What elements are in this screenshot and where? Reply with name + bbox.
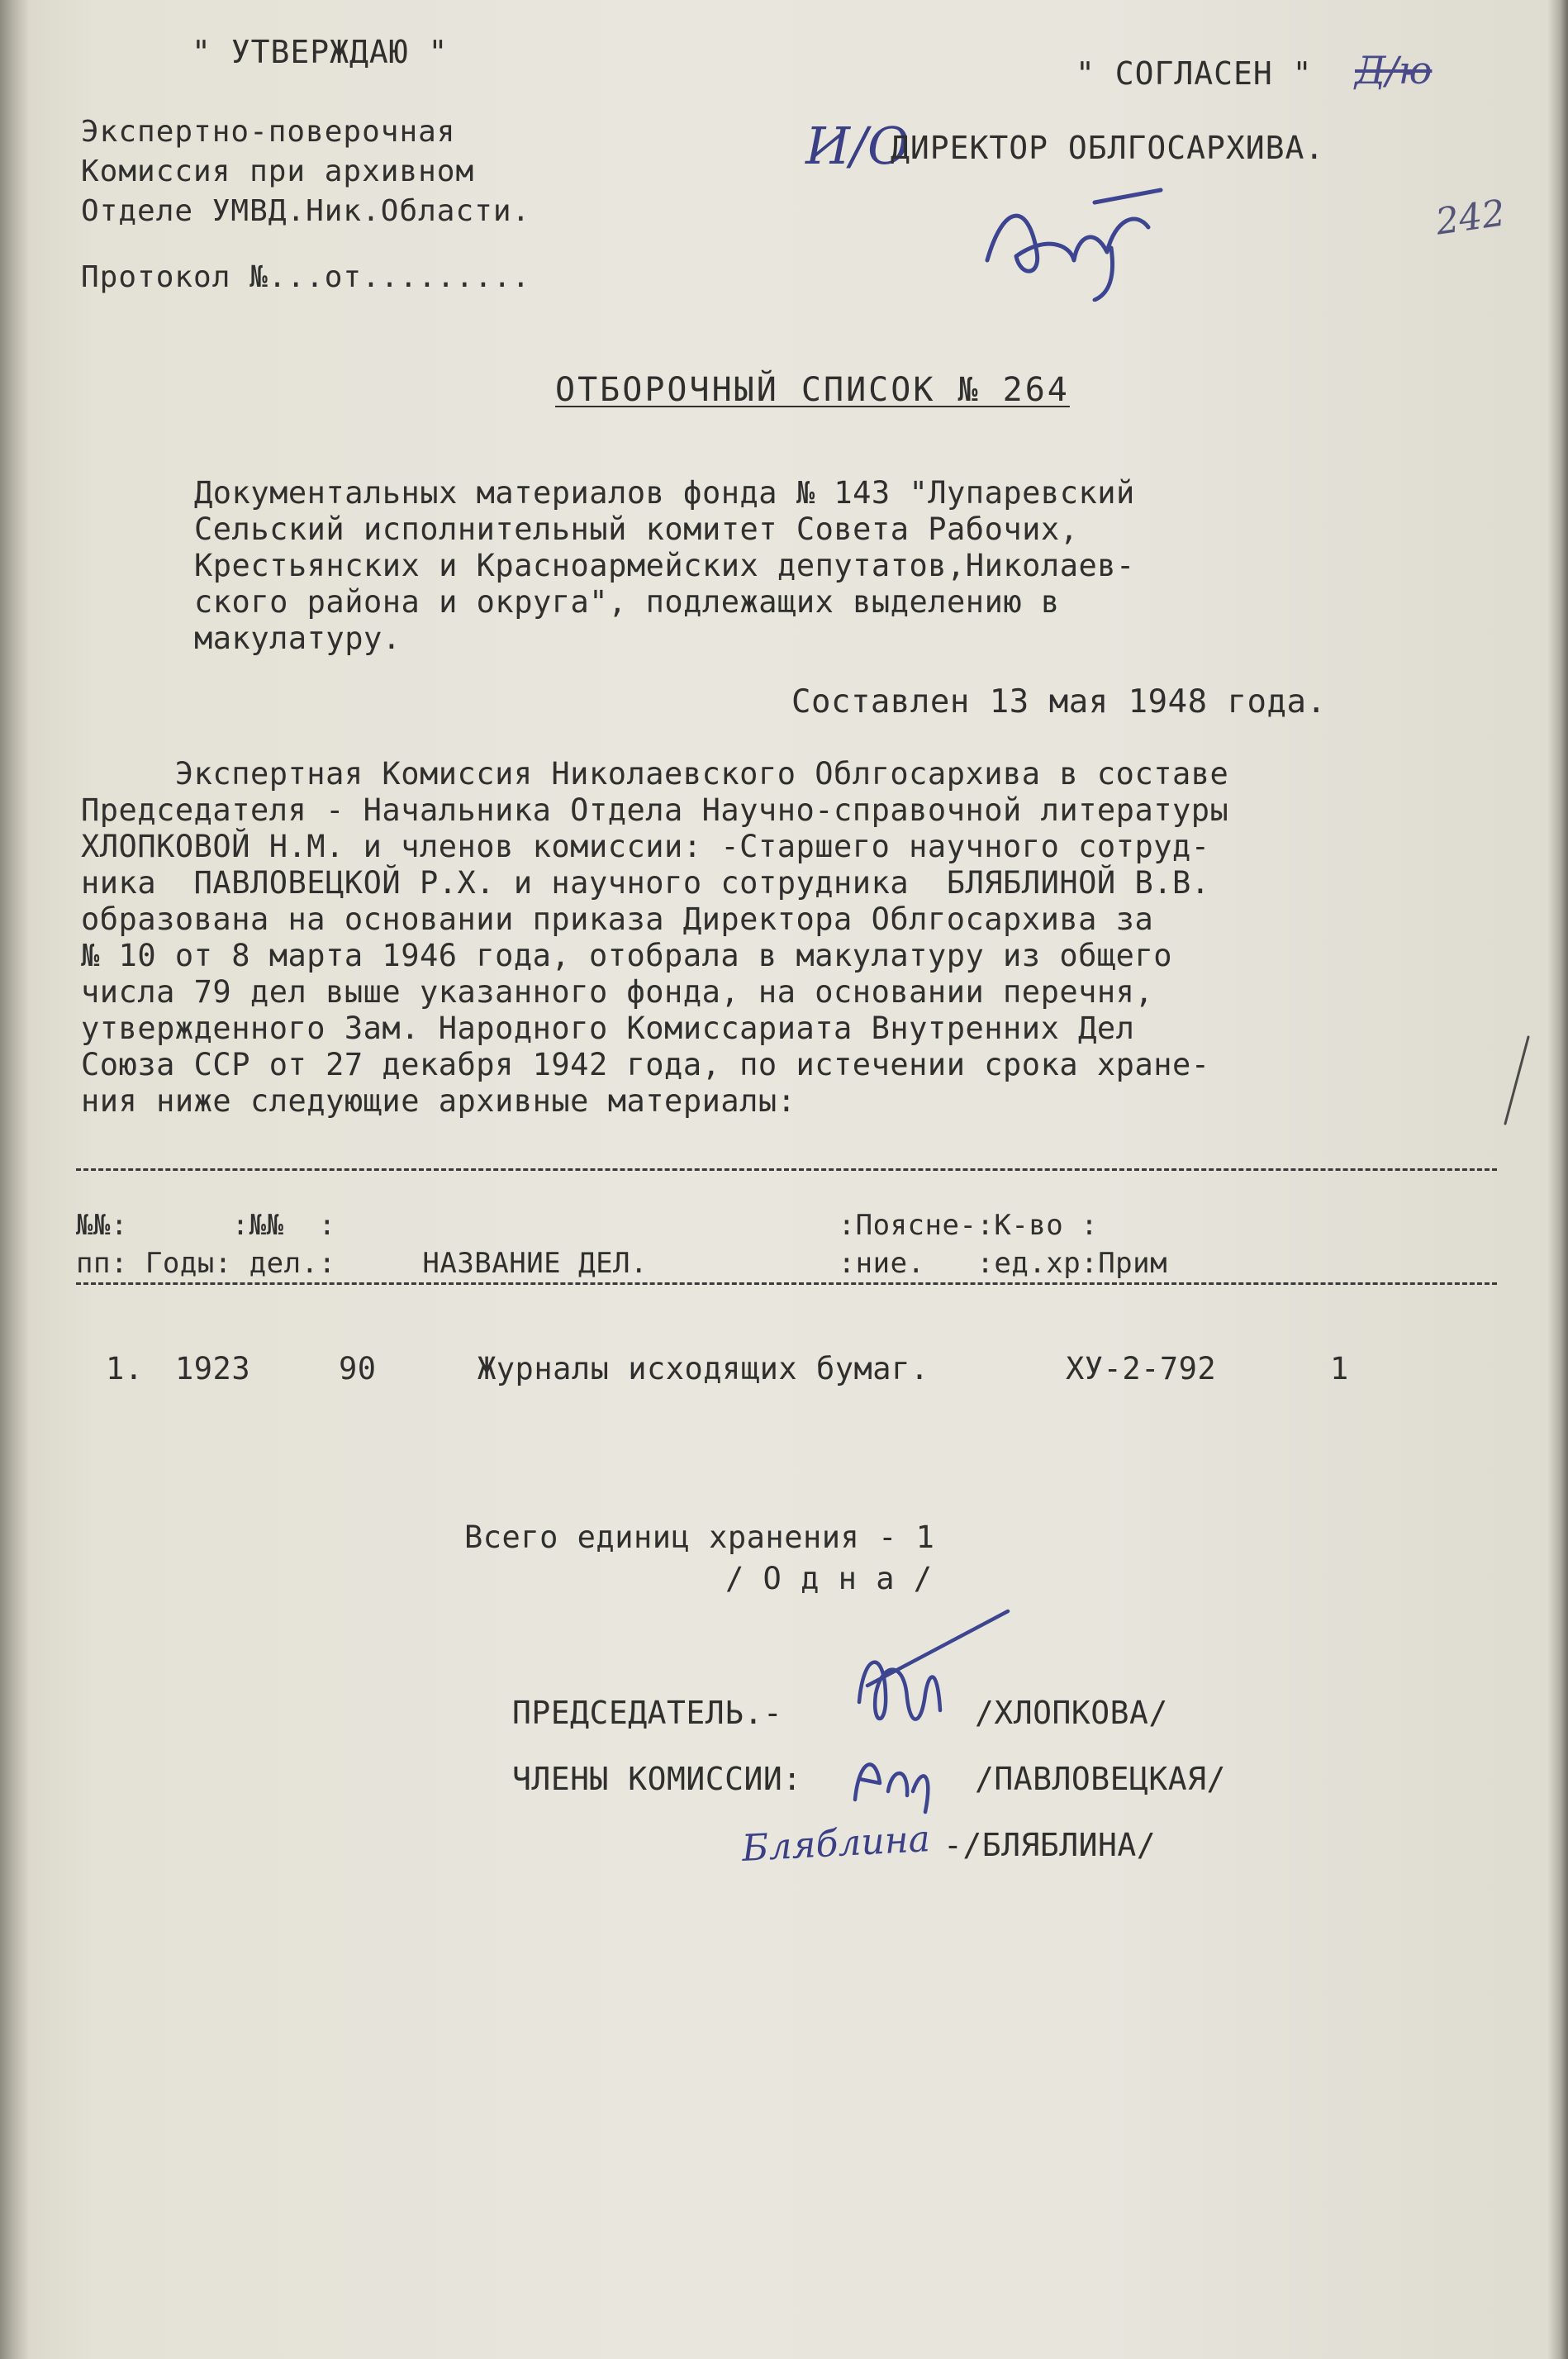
table-header-row-2: пп: Годы: дел.: НАЗВАНИЕ ДЕЛ. :ние. :ед.хр:Прим [76, 1247, 1168, 1280]
body-line-3: ХЛОПКОВОЙ Н.М. и членов комиссии: -Старшего научного сотруд- [81, 829, 1210, 864]
table-header-row-1: №№: :№№ : :Поясне-:К-во : [76, 1209, 1099, 1242]
member-1-name: /ПАВЛОВЕЦКАЯ/ [975, 1761, 1226, 1797]
body-line-7: числа 79 дел выше указанного фонда, на основании перечня, [81, 974, 1154, 1010]
protocol-line: Протокол №...от......... [81, 260, 531, 294]
intro-line-5: макулатуру. [194, 621, 402, 656]
total-units-words: / О д н а / [725, 1561, 933, 1596]
row-number: 1. [106, 1351, 144, 1386]
table-header-rule [76, 1282, 1497, 1285]
body-line-8: утвержденного Зам. Народного Комиссариата Внутренних Дел [81, 1011, 1135, 1046]
agreed-heading: " СОГЛАСЕН " [1076, 55, 1313, 92]
body-line-10: ния ниже следующие архивные материалы: [81, 1083, 796, 1119]
row-case-name: Журналы исходящих бумаг. [478, 1351, 929, 1386]
commission-line-3: Отделе УМВД.Ник.Области. [81, 194, 531, 228]
body-line-1: Экспертная Комиссия Николаевского Облгосархива в составе [81, 756, 1229, 792]
approved-heading: " УТВЕРЖДАЮ " [192, 34, 449, 70]
agreed-strike-handwriting: Д/ю [1355, 48, 1433, 93]
row-explanation: ХУ-2-792 [1066, 1351, 1217, 1386]
body-line-5: образована на основании приказа Директора Облгосархива за [81, 901, 1154, 937]
document-title: ОТБОРОЧНЫЙ СПИСОК № 264 [555, 371, 1070, 409]
total-units: Всего единиц хранения - 1 [464, 1520, 935, 1555]
row-year: 1923 [175, 1351, 251, 1386]
director-title: ДИРЕКТОР ОБЛГОСАРХИВА. [891, 130, 1325, 166]
member-1-signature [843, 1734, 950, 1824]
margin-pencil-mark [1495, 1033, 1537, 1132]
commission-line-2: Комиссия при архивном [81, 155, 475, 188]
director-handwritten-prefix: И/О [805, 116, 910, 176]
body-line-4: ника ПАВЛОВЕЦКОЙ Р.Х. и научного сотрудника БЛЯБЛИНОЙ В.В. [81, 865, 1210, 901]
intro-line-4: ского района и округа", подлежащих выделению в [194, 584, 1060, 620]
intro-line-3: Крестьянских и Красноармейских депутатов,Николаев- [194, 548, 1135, 583]
row-unit-count: 1 [1330, 1351, 1349, 1386]
row-case-number: 90 [339, 1351, 377, 1386]
intro-line-1: Документальных материалов фонда № 143 "Лупаревский [194, 475, 1135, 511]
member-2-name: -/БЛЯБЛИНА/ [943, 1827, 1157, 1863]
chairman-name: /ХЛОПКОВА/ [975, 1695, 1168, 1731]
chairman-label: ПРЕДСЕДАТЕЛЬ.- [512, 1695, 783, 1731]
director-signature [971, 169, 1186, 302]
intro-line-2: Сельский исполнительный комитет Совета Рабочих, [194, 511, 1079, 547]
members-label: ЧЛЕНЫ КОМИССИИ: [512, 1761, 802, 1797]
commission-line-1: Экспертно-поверочная [81, 115, 456, 149]
body-line-2: Председателя - Начальника Отдела Научно-справочной литературы [81, 792, 1229, 828]
composed-date: Составлен 13 мая 1948 года. [791, 683, 1327, 721]
archive-sheet-number: 242 [1433, 192, 1509, 244]
table-top-rule [76, 1168, 1497, 1171]
body-line-9: Союза ССР от 27 декабря 1942 года, по истечении срока хране- [81, 1047, 1210, 1082]
member-2-handwritten-signature: Бляблина [740, 1818, 932, 1870]
body-line-6: № 10 от 8 марта 1946 года, отобрала в макулатуру из общего [81, 938, 1173, 973]
